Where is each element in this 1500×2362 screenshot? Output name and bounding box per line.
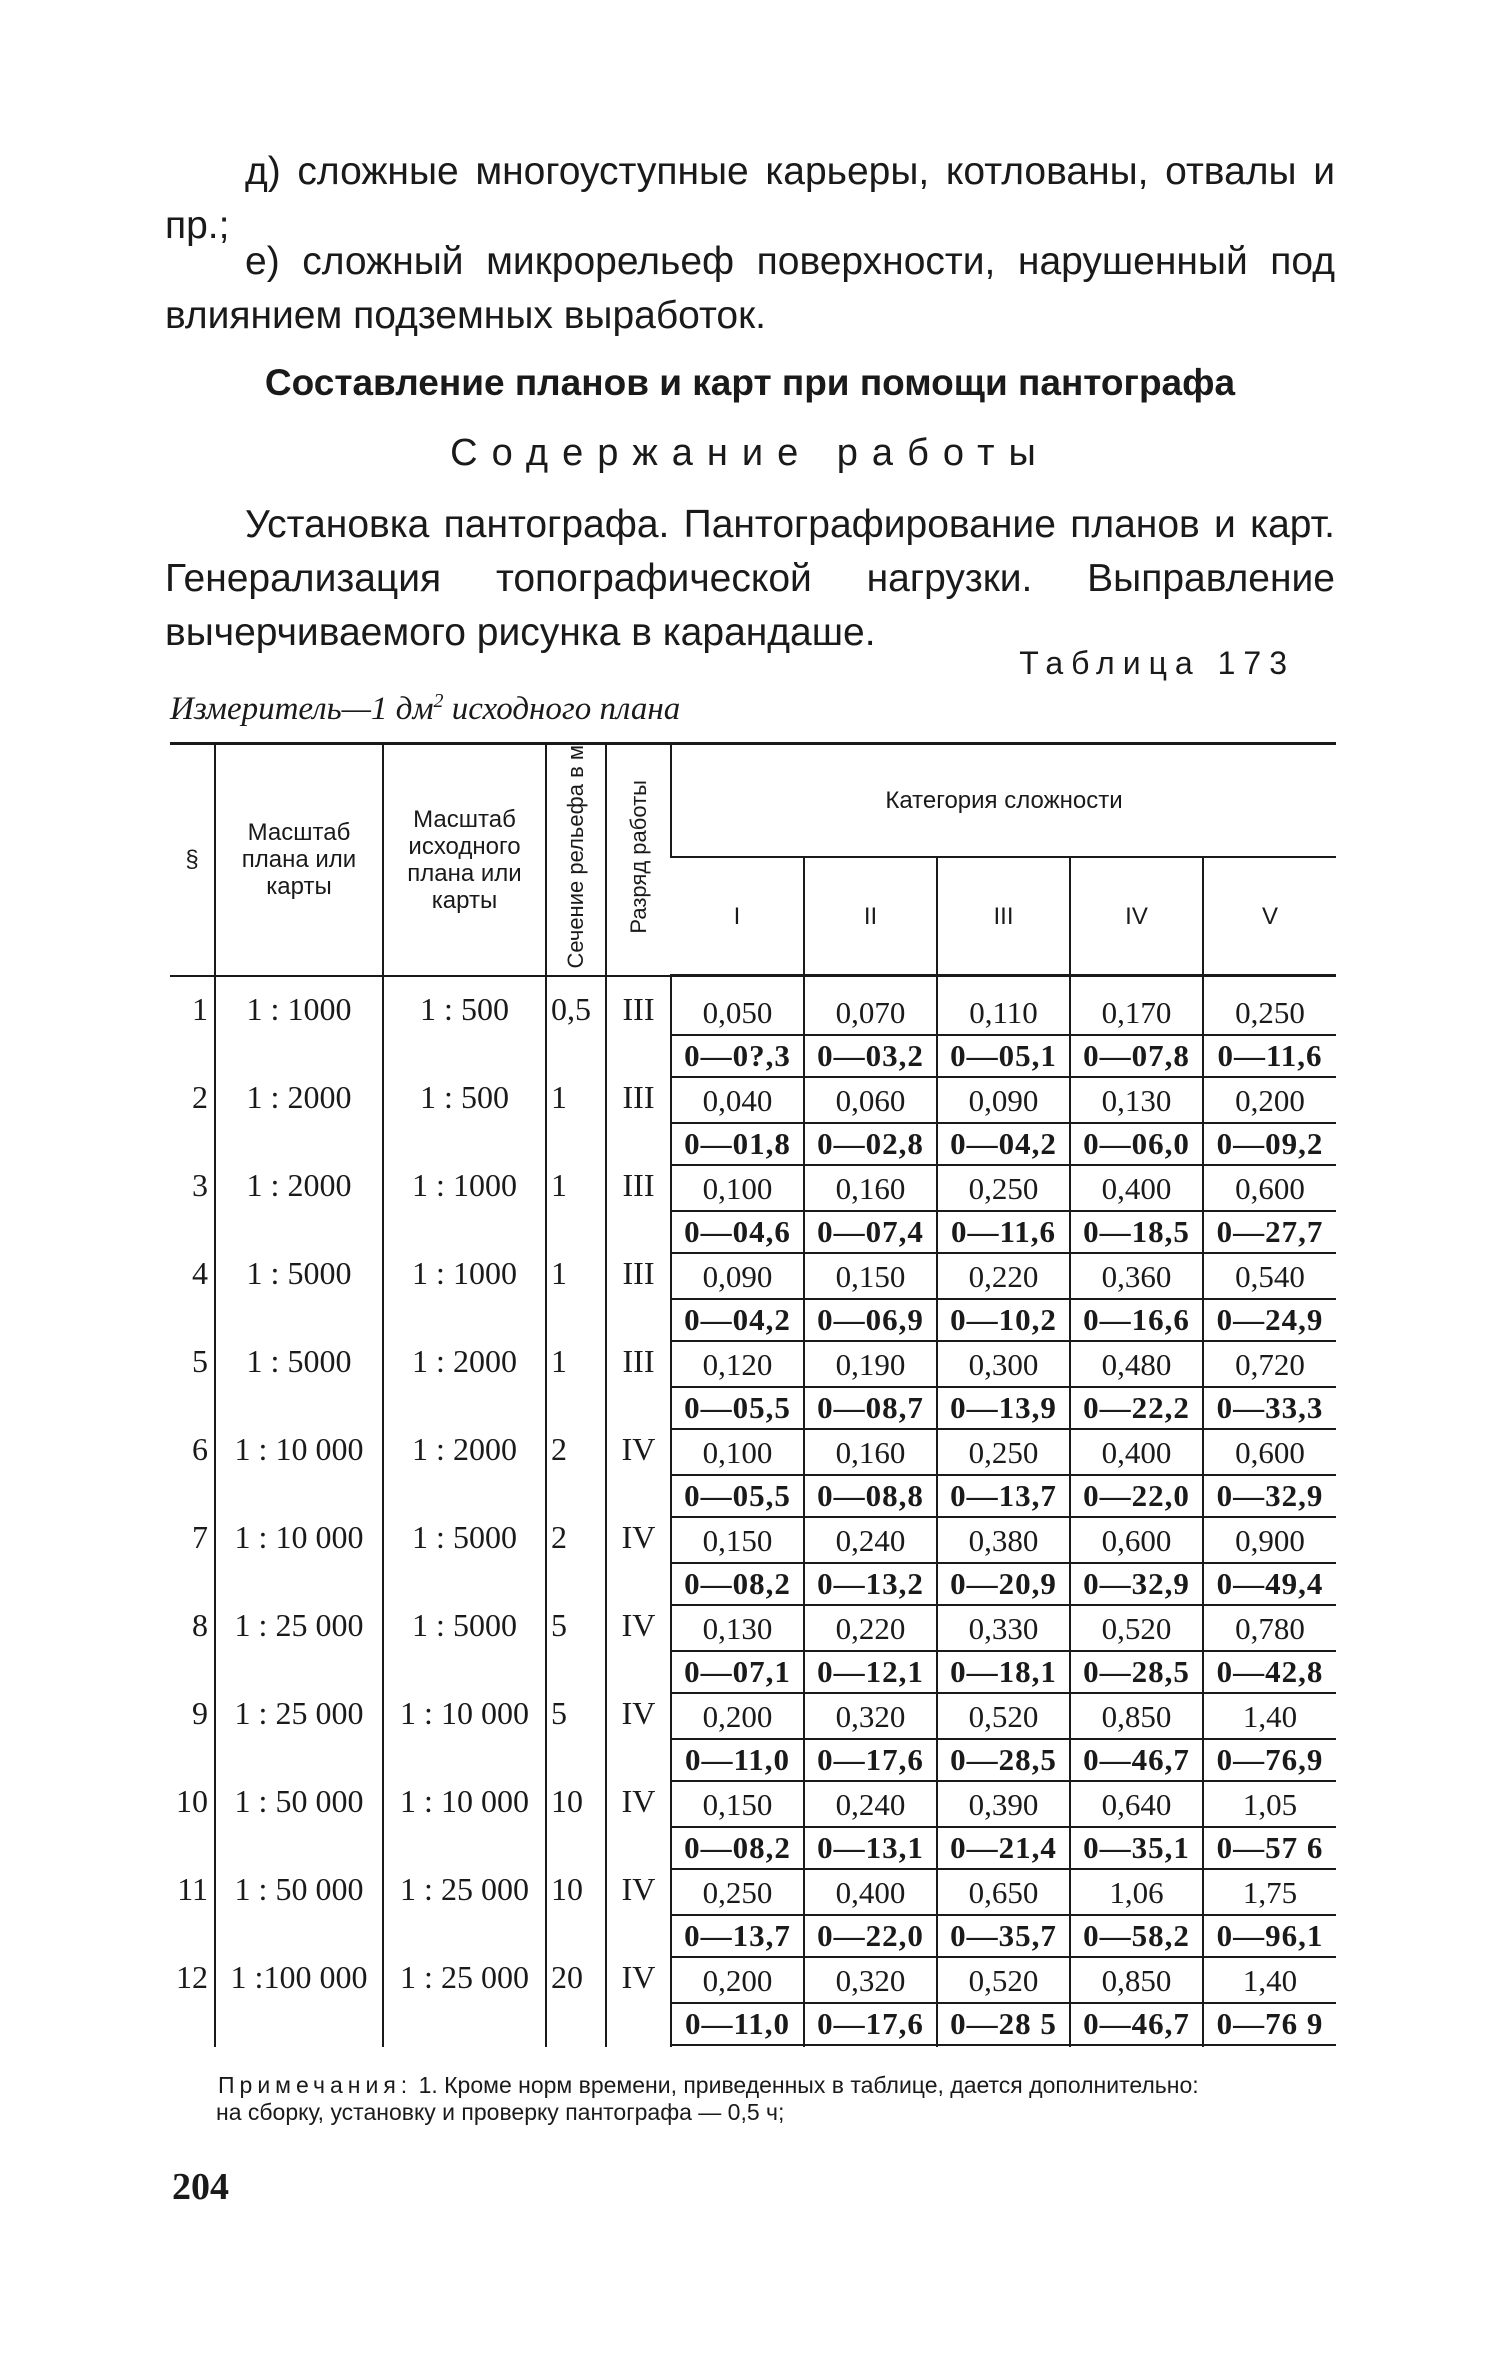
time-norm: 1,05	[1242, 1787, 1298, 1823]
time-norm: 0,300	[968, 1347, 1039, 1383]
cost-code: 0—07,4	[805, 1210, 936, 1254]
relief-section: 0,5	[546, 976, 606, 1080]
category-cell	[1203, 1167, 1336, 1255]
note-line-2: на сборку, установку и проверку пантографа — 0,5 ч;	[216, 2099, 785, 2125]
time-norm: 0,070	[835, 995, 906, 1031]
category-cell	[804, 1695, 937, 1783]
relief-section: 2	[546, 1519, 606, 1607]
category-cell	[937, 1695, 1070, 1783]
cost-code: 0—18,5	[1071, 1210, 1202, 1254]
relief-section: 1	[546, 1079, 606, 1167]
source-scale: 1 : 5000	[383, 1607, 546, 1695]
time-norm: 1,40	[1242, 1963, 1298, 1999]
source-scale: 1 : 5000	[383, 1519, 546, 1607]
cost-code: 0—13,9	[938, 1386, 1069, 1430]
work-rank: IV	[606, 1871, 671, 1959]
notes-label: Примечания:	[218, 2072, 413, 2098]
relief-section: 2	[546, 1431, 606, 1519]
time-norm: 0,250	[968, 1171, 1039, 1207]
cost-code: 0—58,2	[1071, 1914, 1202, 1958]
category-cell	[937, 976, 1070, 1080]
time-norm: 0,240	[835, 1787, 906, 1823]
header-relief-label: Сечение рельефа в м	[563, 745, 588, 969]
category-cell	[804, 1607, 937, 1695]
table-unit-suffix: исходного плана	[443, 691, 681, 727]
category-cell	[671, 1255, 804, 1343]
cost-code: 0—49,4	[1204, 1562, 1336, 1606]
cost-code: 0—12,1	[805, 1650, 936, 1694]
cost-code: 0—11,0	[672, 1738, 803, 1782]
plan-scale: 1 : 25 000	[215, 1607, 383, 1695]
time-norm: 0,130	[702, 1611, 773, 1647]
category-cell	[1203, 1783, 1336, 1871]
work-rank: III	[606, 1343, 671, 1431]
category-cell	[1070, 1431, 1203, 1519]
time-norm: 1,40	[1242, 1699, 1298, 1735]
category-cell	[1203, 976, 1336, 1080]
category-cell	[671, 1783, 804, 1871]
category-cell	[804, 1255, 937, 1343]
table-row	[170, 1871, 1336, 1959]
cost-code: 0—03,2	[805, 1034, 936, 1078]
cost-code: 0—10,2	[938, 1298, 1069, 1342]
table-number: Таблица 173	[1019, 645, 1295, 681]
category-cell	[1070, 1079, 1203, 1167]
time-norm: 0,160	[835, 1435, 906, 1471]
cost-code: 0—13,7	[938, 1474, 1069, 1518]
time-norm: 0,130	[1101, 1083, 1172, 1119]
source-scale: 1 : 10 000	[383, 1695, 546, 1783]
relief-section: 1	[546, 1255, 606, 1343]
time-norm: 0,720	[1235, 1347, 1305, 1383]
time-norm: 0,480	[1101, 1347, 1172, 1383]
category-cell	[937, 1871, 1070, 1959]
header-category: Категория сложности	[671, 744, 1336, 858]
content-heading: Содержание работы	[450, 432, 1050, 474]
time-norm: 0,150	[702, 1523, 773, 1559]
paragraph-e: е) сложный микрорельеф поверхности, нарушенный под влиянием подземных выработок.	[165, 240, 1335, 337]
time-norm: 0,240	[835, 1523, 906, 1559]
row-number: 1	[192, 990, 208, 1027]
table-row	[170, 1519, 1336, 1607]
category-cell	[671, 1607, 804, 1695]
cost-code: 0—28,5	[1071, 1650, 1202, 1694]
cost-code: 0—07,1	[672, 1650, 803, 1694]
category-cell	[671, 1343, 804, 1431]
cost-code: 0—33,3	[1204, 1386, 1336, 1430]
cost-code: 0—32,9	[1204, 1474, 1336, 1518]
time-norm: 0,200	[1235, 1083, 1305, 1119]
relief-section: 20	[546, 1959, 606, 2047]
category-cell	[1070, 1343, 1203, 1431]
time-norm: 0,170	[1101, 995, 1172, 1031]
category-cell	[1203, 1871, 1336, 1959]
category-cell	[804, 1079, 937, 1167]
source-scale: 1 : 10 000	[383, 1783, 546, 1871]
row-number: 4	[192, 1255, 208, 1292]
time-norm: 0,190	[835, 1347, 906, 1383]
time-norm: 0,150	[702, 1787, 773, 1823]
work-rank: IV	[606, 1519, 671, 1607]
table-unit-sup: 2	[433, 690, 444, 712]
category-cell	[1070, 1783, 1203, 1871]
header-num: §	[170, 744, 215, 976]
cost-code: 0—42,8	[1204, 1650, 1336, 1694]
cost-code: 0—04,6	[672, 1210, 803, 1254]
work-rank: IV	[606, 1607, 671, 1695]
work-rank: IV	[606, 1695, 671, 1783]
time-norm: 0,090	[968, 1083, 1039, 1119]
work-rank: III	[606, 1255, 671, 1343]
category-cell	[1070, 1695, 1203, 1783]
time-norm: 0,320	[835, 1699, 906, 1735]
time-norm: 0,640	[1101, 1787, 1172, 1823]
time-norm: 0,780	[1235, 1611, 1305, 1647]
plan-scale: 1 : 1000	[215, 976, 383, 1080]
cost-code: 0—13,7	[672, 1914, 803, 1958]
time-norm: 0,520	[968, 1963, 1039, 1999]
note-line-1	[218, 2072, 1338, 2099]
time-norm: 0,320	[835, 1963, 906, 1999]
table-row	[170, 1431, 1336, 1519]
plan-scale: 1 : 10 000	[215, 1431, 383, 1519]
row-number: 8	[192, 1607, 208, 1644]
table-row	[170, 1695, 1336, 1783]
relief-section: 1	[546, 1167, 606, 1255]
header-category-4: IV	[1070, 857, 1203, 975]
page-number: 204	[172, 2166, 229, 2208]
plan-scale: 1 : 2000	[215, 1167, 383, 1255]
table-row	[170, 1255, 1336, 1343]
cost-code: 0—76 9	[1204, 2002, 1336, 2046]
cost-code: 0—08,2	[672, 1826, 803, 1870]
cost-code: 0—28,5	[938, 1738, 1069, 1782]
plan-scale: 1 : 10 000	[215, 1519, 383, 1607]
time-norm: 0,390	[968, 1787, 1039, 1823]
relief-section: 1	[546, 1343, 606, 1431]
category-cell	[937, 1167, 1070, 1255]
category-cell	[804, 1959, 937, 2047]
category-cell	[671, 976, 804, 1080]
cost-code: 0—46,7	[1071, 2002, 1202, 2046]
cost-code: 0—21,4	[938, 1826, 1069, 1870]
category-cell	[937, 1607, 1070, 1695]
work-rank: IV	[606, 1959, 671, 2047]
header-category-1: I	[671, 857, 804, 975]
table-unit-prefix: Измеритель—1 дм	[170, 691, 434, 727]
cost-code: 0—02,8	[805, 1122, 936, 1166]
cost-code: 0—11,0	[672, 2002, 803, 2046]
category-cell	[1070, 1959, 1203, 2047]
time-norm: 0,150	[835, 1259, 906, 1295]
relief-section: 5	[546, 1695, 606, 1783]
category-cell	[1203, 1607, 1336, 1695]
header-category-2: II	[804, 857, 937, 975]
cost-code: 0—17,6	[805, 1738, 936, 1782]
category-cell	[1070, 1255, 1203, 1343]
cost-code: 0—57 6	[1204, 1826, 1336, 1870]
cost-code: 0—06,0	[1071, 1122, 1202, 1166]
cost-code: 0—35,7	[938, 1914, 1069, 1958]
row-number: 6	[192, 1431, 208, 1468]
plan-scale: 1 : 50 000	[215, 1783, 383, 1871]
category-cell	[804, 1167, 937, 1255]
category-cell	[937, 1519, 1070, 1607]
cost-code: 0—22,0	[805, 1914, 936, 1958]
paragraph-d: д) сложные многоуступные карьеры, котлованы, отвалы и пр.;	[165, 150, 1335, 247]
plan-scale: 1 : 50 000	[215, 1871, 383, 1959]
cost-code: 0—04,2	[938, 1122, 1069, 1166]
notes-text-1: 1. Кроме норм времени, приведенных в таблице, дается дополнительно:	[412, 2072, 1199, 2098]
source-scale: 1 : 2000	[383, 1431, 546, 1519]
category-cell	[1070, 1607, 1203, 1695]
cost-code: 0—27,7	[1204, 1210, 1336, 1254]
row-number: 2	[192, 1079, 208, 1116]
time-norm: 0,160	[835, 1171, 906, 1207]
cost-code: 0—11,6	[1204, 1034, 1336, 1078]
row-number: 11	[177, 1871, 208, 1908]
cost-code: 0—22,2	[1071, 1386, 1202, 1430]
work-rank: III	[606, 1167, 671, 1255]
category-cell	[671, 1519, 804, 1607]
time-norm: 0,040	[702, 1083, 773, 1119]
time-norm: 0,120	[702, 1347, 773, 1383]
work-rank: III	[606, 976, 671, 1080]
cost-code: 0—06,9	[805, 1298, 936, 1342]
time-norm: 0,100	[702, 1171, 773, 1207]
table-row	[170, 1783, 1336, 1871]
table-row	[170, 1343, 1336, 1431]
time-norm: 0,400	[1101, 1171, 1172, 1207]
source-scale: 1 : 25 000	[383, 1871, 546, 1959]
norms-table	[170, 742, 1336, 2047]
category-cell	[1070, 1167, 1203, 1255]
cost-code: 0—05,5	[672, 1474, 803, 1518]
source-scale: 1 : 25 000	[383, 1959, 546, 2047]
category-cell	[671, 1871, 804, 1959]
time-norm: 0,540	[1235, 1259, 1305, 1295]
time-norm: 0,520	[968, 1699, 1039, 1735]
row-number: 12	[176, 1959, 208, 1996]
notes	[218, 2072, 1338, 2126]
plan-scale: 1 : 5000	[215, 1255, 383, 1343]
time-norm: 1,06	[1109, 1875, 1164, 1911]
cost-code: 0—24,9	[1204, 1298, 1336, 1342]
time-norm: 0,090	[702, 1259, 773, 1295]
cost-code: 0—07,8	[1071, 1034, 1202, 1078]
table-row	[170, 976, 1336, 1080]
header-rank-label: Разряд работы	[625, 779, 651, 934]
row-number: 10	[176, 1783, 208, 1820]
relief-section: 10	[546, 1783, 606, 1871]
cost-code: 0—0?,3	[672, 1034, 803, 1078]
category-cell	[1203, 1343, 1336, 1431]
section-heading: Составление планов и карт при помощи пантографа	[264, 362, 1236, 403]
category-cell	[671, 1167, 804, 1255]
time-norm: 0,330	[968, 1611, 1039, 1647]
cost-code: 0—08,2	[672, 1562, 803, 1606]
cost-code: 0—18,1	[938, 1650, 1069, 1694]
table-row	[170, 1167, 1336, 1255]
time-norm: 0,400	[1101, 1435, 1172, 1471]
row-number: 9	[192, 1695, 208, 1732]
time-norm: 1,75	[1242, 1875, 1298, 1911]
cost-code: 0—13,1	[805, 1826, 936, 1870]
cost-code: 0—35,1	[1071, 1826, 1202, 1870]
category-cell	[1203, 1255, 1336, 1343]
table-row	[170, 1079, 1336, 1167]
table-row	[170, 1959, 1336, 2047]
cost-code: 0—22,0	[1071, 1474, 1202, 1518]
time-norm: 0,850	[1101, 1699, 1172, 1735]
time-norm: 0,220	[835, 1611, 906, 1647]
category-cell	[937, 1783, 1070, 1871]
plan-scale: 1 : 2000	[215, 1079, 383, 1167]
work-rank: IV	[606, 1783, 671, 1871]
category-cell	[937, 1079, 1070, 1167]
header-rank	[606, 744, 671, 976]
time-norm: 0,250	[968, 1435, 1039, 1471]
time-norm: 0,400	[835, 1875, 906, 1911]
work-rank: IV	[606, 1431, 671, 1519]
time-norm: 0,850	[1101, 1963, 1172, 1999]
category-cell	[937, 1431, 1070, 1519]
time-norm: 0,650	[968, 1875, 1039, 1911]
cost-code: 0—76,9	[1204, 1738, 1336, 1782]
cost-code: 0—09,2	[1204, 1122, 1336, 1166]
category-cell	[804, 1783, 937, 1871]
cost-code: 0—16,6	[1071, 1298, 1202, 1342]
time-norm: 0,600	[1235, 1435, 1305, 1471]
time-norm: 0,520	[1101, 1611, 1172, 1647]
category-cell	[1203, 1519, 1336, 1607]
time-norm: 0,250	[1235, 995, 1305, 1031]
source-scale: 1 : 1000	[383, 1255, 546, 1343]
time-norm: 0,110	[969, 995, 1038, 1031]
cost-code: 0—11,6	[938, 1210, 1069, 1254]
cost-code: 0—13,2	[805, 1562, 936, 1606]
header-relief	[546, 744, 606, 976]
relief-section: 10	[546, 1871, 606, 1959]
time-norm: 0,380	[968, 1523, 1039, 1559]
category-cell	[671, 1695, 804, 1783]
cost-code: 0—01,8	[672, 1122, 803, 1166]
source-scale: 1 : 1000	[383, 1167, 546, 1255]
cost-code: 0—08,8	[805, 1474, 936, 1518]
category-cell	[804, 1871, 937, 1959]
content-text: Установка пантографа. Пантографирование планов и карт. Генерализация топографической нагрузки. Выправление вычерчиваемого рисунка в карандаше.	[165, 503, 1335, 654]
category-cell	[937, 1343, 1070, 1431]
category-cell	[804, 1343, 937, 1431]
relief-section: 5	[546, 1607, 606, 1695]
cost-code: 0—05,1	[938, 1034, 1069, 1078]
time-norm: 0,250	[702, 1875, 773, 1911]
time-norm: 0,060	[835, 1083, 906, 1119]
source-scale: 1 : 500	[383, 976, 546, 1080]
time-norm: 0,900	[1235, 1523, 1305, 1559]
cost-code: 0—96,1	[1204, 1914, 1336, 1958]
category-cell	[1203, 1431, 1336, 1519]
time-norm: 0,100	[702, 1435, 773, 1471]
time-norm: 0,600	[1235, 1171, 1305, 1207]
cost-code: 0—28 5	[938, 2002, 1069, 2046]
source-scale: 1 : 500	[383, 1079, 546, 1167]
cost-code: 0—05,5	[672, 1386, 803, 1430]
table-row	[170, 1607, 1336, 1695]
header-plan-scale: Масштаб плана или карты	[215, 744, 383, 976]
row-number: 3	[192, 1167, 208, 1204]
cost-code: 0—04,2	[672, 1298, 803, 1342]
header-category-5: V	[1203, 857, 1336, 975]
category-cell	[804, 1431, 937, 1519]
cost-code: 0—17,6	[805, 2002, 936, 2046]
plan-scale: 1 : 25 000	[215, 1695, 383, 1783]
time-norm: 0,600	[1101, 1523, 1172, 1559]
category-cell	[804, 1519, 937, 1607]
cost-code: 0—32,9	[1071, 1562, 1202, 1606]
category-cell	[1070, 1519, 1203, 1607]
category-cell	[937, 1959, 1070, 2047]
category-cell	[671, 1959, 804, 2047]
header-source-scale: Масштаб исходного плана или карты	[383, 744, 546, 976]
category-cell	[1203, 1959, 1336, 2047]
category-cell	[804, 976, 937, 1080]
category-cell	[1203, 1079, 1336, 1167]
table-unit	[170, 690, 680, 728]
header-category-3: III	[937, 857, 1070, 975]
category-cell	[1203, 1695, 1336, 1783]
time-norm: 0,050	[702, 995, 773, 1031]
plan-scale: 1 :100 000	[215, 1959, 383, 2047]
category-cell	[1070, 1871, 1203, 1959]
category-cell	[1070, 976, 1203, 1080]
time-norm: 0,200	[702, 1699, 773, 1735]
category-cell	[937, 1255, 1070, 1343]
time-norm: 0,360	[1101, 1259, 1172, 1295]
source-scale: 1 : 2000	[383, 1343, 546, 1431]
work-rank: III	[606, 1079, 671, 1167]
category-cell	[671, 1431, 804, 1519]
cost-code: 0—46,7	[1071, 1738, 1202, 1782]
row-number: 7	[192, 1519, 208, 1556]
time-norm: 0,200	[702, 1963, 773, 1999]
cost-code: 0—20,9	[938, 1562, 1069, 1606]
time-norm: 0,220	[968, 1259, 1039, 1295]
category-cell	[671, 1079, 804, 1167]
row-number: 5	[192, 1343, 208, 1380]
cost-code: 0—08,7	[805, 1386, 936, 1430]
table-body	[170, 976, 1336, 2048]
plan-scale: 1 : 5000	[215, 1343, 383, 1431]
